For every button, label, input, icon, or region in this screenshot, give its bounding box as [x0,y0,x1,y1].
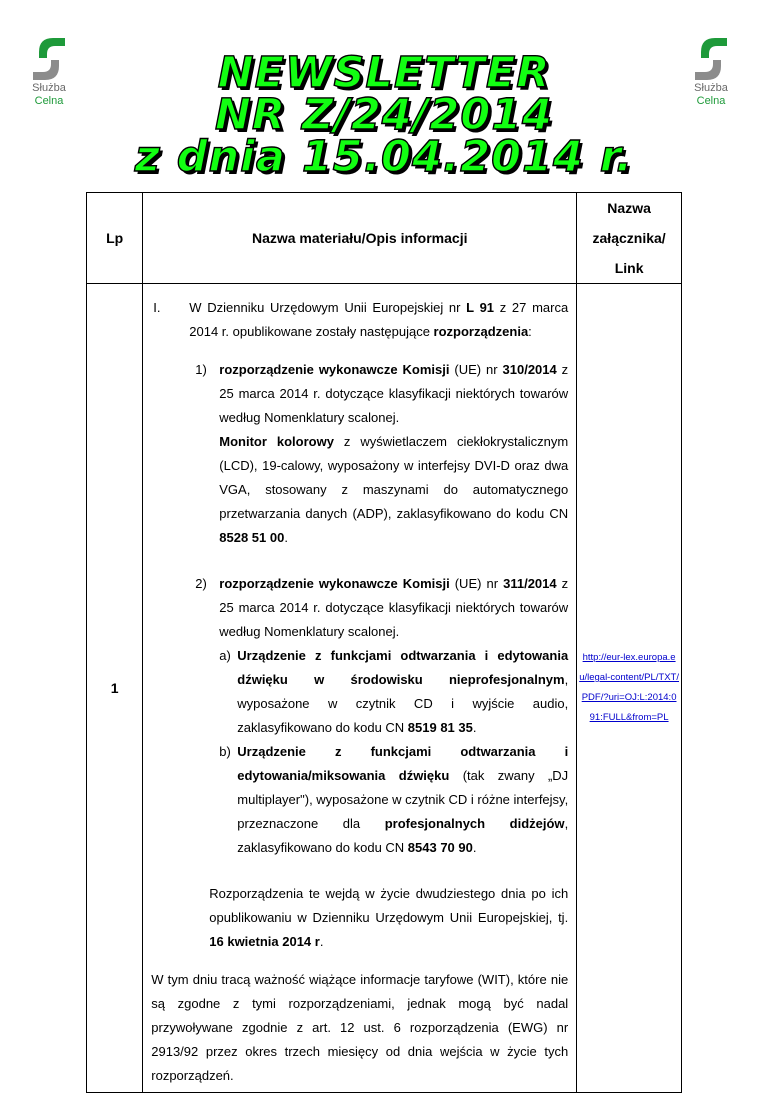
goods-description: (tak zwany „DJ multiplayer"), wyposażone w czytnik CD i różne interfejsy, przeznaczone dla [237,768,569,831]
intro-text: W Dzienniku Urzędowym Unii Europejskiej nr [189,300,467,315]
header-attachment-line3: Link [614,260,644,276]
regulation-link[interactable]: http://eur-lex.europa.eu/legal-content/PL/TXT/PDF/?uri=OJ:L:2014:091:FULL&from=PL [579,652,679,723]
goods-description: , wyposażone w czytnik CD i wyjście audio, zaklasyfikowano do kodu CN [237,672,569,735]
journal-number: L 91 [466,300,495,315]
regulation-number: 310/2014 [502,362,557,377]
intro-end: : [528,324,532,339]
header-description: Nazwa materiału/Opis informacji [143,193,577,284]
logo-text-celna: Celna [34,95,64,107]
regulation-name: rozporządzenie wykonawcze Komisji [219,576,450,591]
list-item-1 [151,358,568,550]
header-attachment [577,193,682,284]
regulation-tail: z 25 marca 2014 r. dotyczące klasyfikacji niektórych towarów według Nomenklatury scalonej. [219,576,569,639]
table-row [87,284,682,1093]
regulation-number: 311/2014 [503,576,557,591]
list-item-2 [151,572,568,860]
item-number: 2) [195,576,207,591]
newsletter-number: NR Z/24/2014 [214,90,554,140]
roman-numeral: I. [153,300,161,315]
sub-item-b [219,740,568,860]
logo-text-sluzba: Służba [694,82,728,94]
goods-audience: profesjonalnych didżejów [384,816,565,831]
goods-name: Monitor kolorowy [219,434,334,449]
entry-end: . [319,934,324,949]
row-number: 1 [87,284,143,1093]
newsletter-title: NEWSLETTER [217,48,551,98]
cn-end: . [472,720,477,735]
goods-description: z wyświetlaczem ciekłokrystalicznym (LCD), 19-calowy, wyposażony w interfejsy DVI-D oraz dwa VGA, stosowany z maszynami do automatycznego przetwarzania danych (ADP), zaklasyfikowano do kodu CN [219,434,569,521]
entry-date: 16 kwietnia 2014 r [209,934,320,949]
logo-text-sluzba: Służba [32,82,66,94]
entry-text: Rozporządzenia te wejdą w życie dwudziestego dnia po ich opublikowaniu w Dzienniku Urzędowym Unii Europejskiej, tj. [209,886,569,925]
newsletter-table [86,192,682,1093]
goods-name: Urządzenie z funkcjami odtwarzania i edytowania/miksowania dźwięku [237,744,569,783]
logo-text-celna: Celna [696,95,726,107]
header-attachment-line1: Nazwa [607,200,651,216]
item-number: 1) [195,362,207,377]
newsletter-date: z dnia 15.04.2014 r. [134,132,634,182]
regulation-mid: (UE) nr [449,362,503,377]
sub-item-letter: a) [219,648,231,663]
cn-code: 8519 81 35 [407,720,473,735]
intro-text-mid: z 27 marca 2014 r. opublikowane zostały następujące [189,300,569,339]
regulation-mid: (UE) nr [449,576,504,591]
goods-description-tail: , zaklasyfikowano do kodu CN [237,816,569,855]
row-attachment [577,284,682,1093]
header-lp: Lp [87,193,143,284]
sub-item-a [219,644,568,740]
cn-code: 8528 51 00 [219,530,285,545]
header-attachment-line2: załącznika/ [592,230,666,246]
regulation-name: rozporządzenie wykonawcze Komisji [219,362,450,377]
sub-item-letter: b) [219,744,231,759]
cn-code: 8543 70 90 [407,840,473,855]
cn-end: . [472,840,477,855]
cn-end: . [284,530,288,545]
row-description [143,284,577,1093]
regulation-tail: z 25 marca 2014 r. dotyczące klasyfikacji niektórych towarów według Nomenklatury scalonej. [219,362,569,425]
goods-name: Urządzenie z funkcjami odtwarzania i edytowania dźwięku w środowisku nieprofesjonalnym [237,648,569,687]
wit-paragraph: W tym dniu tracą ważność wiążące informacje taryfowe (WIT), które nie są zgodne z tymi rozporządzeniami, jednak mogą być nadal przywoływane zgodnie z art. 12 ust. 6 rozporządzenia (EWG) nr 2913/92 przez okres trzech miesięcy od dnia wejścia w życie tych rozporządzeń. [151,972,569,1083]
entry-into-force-paragraph [209,882,568,954]
table-header-row [87,193,682,284]
intro-bold: rozporządzenia [433,324,529,339]
intro-paragraph [151,296,568,344]
